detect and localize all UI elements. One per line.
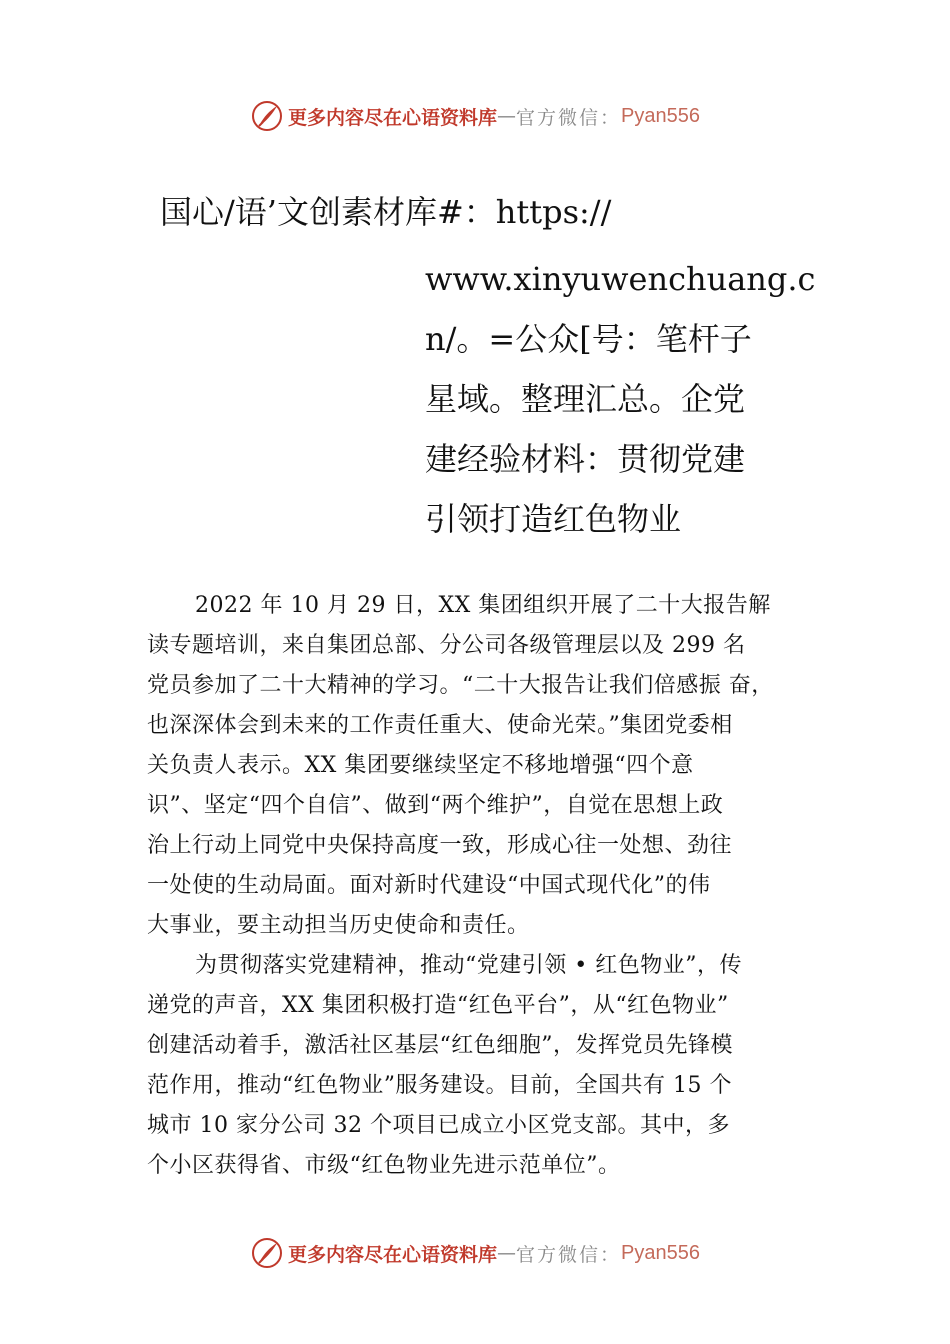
paragraph-2 [147, 946, 822, 1186]
paragraph-line: 大事业，要主动担当历史使命和责任。 [147, 913, 530, 938]
paragraph-line: 识”、坚定“四个自信”、做到“两个维护”，自觉在思想上政 [147, 793, 724, 818]
banner-wechat-id: Pyan556 [621, 1241, 700, 1264]
document-title [425, 249, 816, 549]
banner-dash: — [497, 1242, 517, 1264]
paragraph-line: 一处使的生动局面。面对新时代建设“中国式现代化”的伟 [147, 873, 711, 898]
title-line: 星域。整理汇总。企党 [425, 380, 746, 418]
paragraph-line: 关负责人表示。XX 集团要继续坚定不移地增强“四个意 [147, 753, 694, 778]
banner-wechat-label: 官方微信： [516, 106, 622, 129]
banner-wechat-label: 官方微信： [516, 1243, 622, 1266]
paragraph-line: 2022 年 10 月 29 日，XX 集团组织开展了二十大报告解 [195, 593, 771, 618]
title-line: www.xinyuwenchuang.c [425, 260, 816, 298]
paragraph-1 [147, 586, 822, 946]
paragraph-line: 为贯彻落实党建精神，推动“党建引领 • 红色物业”，传 [195, 953, 742, 978]
header-banner [0, 96, 950, 136]
quill-pen-icon [250, 1236, 284, 1270]
paragraph-line: 也深深体会到未来的工作责任重大、使命光荣。”集团党委相 [147, 713, 733, 738]
banner-library-text: 更多内容尽在心语资料库 [288, 106, 498, 129]
paragraph-line: 党员参加了二十大精神的学习。“二十大报告让我们倍感振 奋， [147, 673, 774, 698]
paragraph-line: 读专题培训，来自集团总部、分公司各级管理层以及 299 名 [147, 633, 746, 658]
paragraph-line: 范作用，推动“红色物业”服务建设。目前，全国共有 15 个 [147, 1073, 732, 1098]
title-line: 引领打造红色物业 [425, 500, 682, 538]
banner-dash: — [497, 105, 517, 127]
banner-wechat-id: Pyan556 [621, 104, 700, 127]
quill-pen-icon [250, 99, 284, 133]
body-text [147, 586, 822, 1186]
banner-library-text: 更多内容尽在心语资料库 [288, 1243, 498, 1266]
paragraph-line: 个小区获得省、市级“红色物业先进示范单位”。 [147, 1153, 621, 1178]
paragraph-line: 创建活动着手，激活社区基层“红色细胞”，发挥党员先锋模 [147, 1033, 733, 1058]
paragraph-line: 城市 10 家分公司 32 个项目已成立小区党支部。其中，多 [147, 1113, 730, 1138]
paragraph-line: 递党的声音，XX 集团积极打造“红色平台”，从“红色物业” [147, 993, 729, 1018]
footer-banner [0, 1233, 950, 1273]
title-first-line: 国心/语’文创素材库#：https:// [160, 193, 612, 231]
title-line: 建经验材料：贯彻党建 [425, 440, 746, 478]
title-line: n/。=公众[号：笔杆子 [425, 320, 752, 358]
paragraph-line: 治上行动上同党中央保持高度一致，形成心往一处想、劲往 [147, 833, 733, 858]
